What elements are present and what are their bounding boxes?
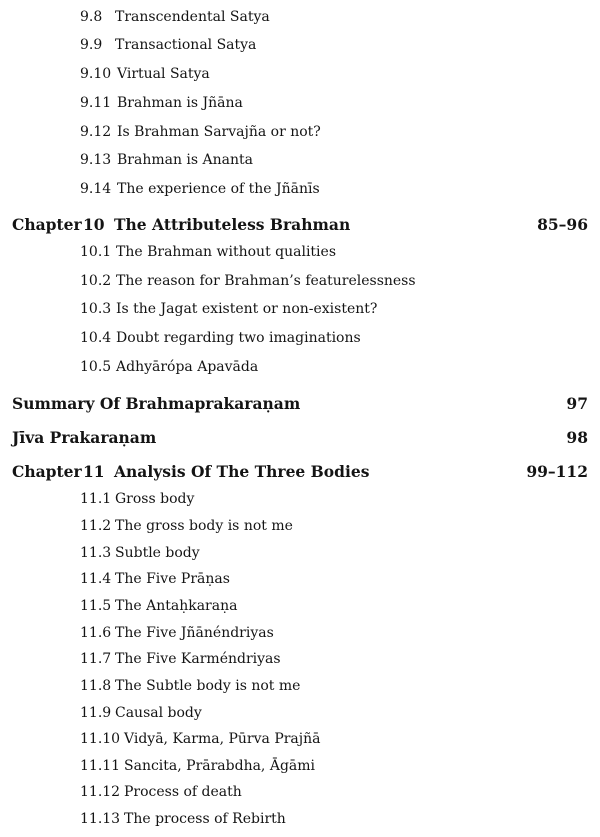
chapter-number: 10 — [83, 215, 105, 234]
chapter-11-heading — [0, 460, 600, 484]
jiva-page: 98 — [566, 428, 588, 447]
entry-number: 11.13 — [80, 811, 121, 827]
toc-entry-9-13 — [0, 148, 600, 172]
toc-entry-10-1 — [0, 240, 600, 264]
entry-title: Sancita, Prārabdha, Āgāmi — [124, 758, 316, 774]
entry-title: The reason for Brahman’s featurelessness — [116, 273, 416, 289]
toc-entry-11-10 — [0, 727, 600, 751]
jiva-heading — [0, 426, 600, 450]
entry-title: The Five Prāṇas — [115, 571, 230, 587]
toc-entry-11-12 — [0, 780, 600, 804]
chapter-label: Chapter — [12, 215, 82, 234]
entry-number: 10.4 — [80, 330, 112, 346]
entry-number: 11.6 — [80, 625, 112, 641]
summary-heading — [0, 392, 600, 416]
entry-number: 9.10 — [80, 66, 112, 82]
toc-entry-11-7 — [0, 647, 600, 671]
entry-number: 10.2 — [80, 273, 112, 289]
entry-number: 9.11 — [80, 95, 112, 111]
toc-entry-11-13 — [0, 807, 600, 831]
chapter-number: 11 — [83, 462, 105, 481]
entry-number: 10.1 — [80, 244, 112, 260]
entry-number: 10.3 — [80, 301, 112, 317]
entry-number: 9.9 — [80, 37, 103, 53]
entry-number: 11.5 — [80, 598, 112, 614]
entry-number: 9.12 — [80, 124, 112, 140]
entry-number: 9.8 — [80, 9, 103, 25]
entry-title: Vidyā, Karma, Pūrva Prajñā — [124, 731, 321, 747]
entry-number: 11.7 — [80, 651, 112, 667]
toc-entry-11-5 — [0, 594, 600, 618]
entry-title: The Subtle body is not me — [115, 678, 301, 694]
toc-entry-9-10 — [0, 62, 600, 86]
entry-title: The Five Karméndriyas — [115, 651, 281, 667]
entry-title: The experience of the Jñānīs — [117, 181, 320, 197]
entry-number: 11.10 — [80, 731, 121, 747]
entry-title: Is Brahman Sarvajña or not? — [117, 124, 321, 140]
entry-title: Subtle body — [115, 545, 200, 561]
entry-title: Transactional Satya — [115, 37, 257, 53]
toc-entry-10-5 — [0, 355, 600, 379]
jiva-title: Jīva Prakaraṇam — [12, 428, 157, 447]
entry-title: Virtual Satya — [117, 66, 210, 82]
entry-title: Brahman is Ananta — [117, 152, 254, 168]
entry-title: Doubt regarding two imaginations — [116, 330, 361, 346]
entry-number: 11.2 — [80, 518, 112, 534]
entry-number: 10.5 — [80, 359, 112, 375]
entry-number: 11.4 — [80, 571, 112, 587]
toc-entry-9-8 — [0, 5, 600, 29]
entry-number: 11.1 — [80, 491, 112, 507]
chapter-title: The Attributeless Brahman — [114, 215, 351, 234]
entry-title: The Brahman without qualities — [116, 244, 337, 260]
toc-entry-11-3 — [0, 541, 600, 565]
entry-number: 11.12 — [80, 784, 121, 800]
toc-entry-11-4 — [0, 567, 600, 591]
toc-entry-11-9 — [0, 701, 600, 725]
entry-number: 11.8 — [80, 678, 112, 694]
entry-number: 11.11 — [80, 758, 121, 774]
entry-title: Process of death — [124, 784, 242, 800]
toc-entry-11-6 — [0, 621, 600, 645]
entry-number: 9.13 — [80, 152, 112, 168]
toc-entry-10-4 — [0, 326, 600, 350]
toc-entry-9-11 — [0, 91, 600, 115]
entry-title: The process of Rebirth — [124, 811, 286, 827]
entry-title: The Antaḥkaraṇa — [115, 598, 238, 614]
entry-title: The gross body is not me — [115, 518, 293, 534]
entry-number: 11.3 — [80, 545, 112, 561]
entry-title: Transcendental Satya — [115, 9, 270, 25]
toc-entry-11-1 — [0, 487, 600, 511]
toc-entry-11-11 — [0, 754, 600, 778]
entry-title: Gross body — [115, 491, 195, 507]
summary-page: 97 — [566, 394, 588, 413]
entry-title: Adhyārópa Apavāda — [116, 359, 259, 375]
chapter-page-range: 99–112 — [526, 462, 588, 481]
toc-entry-9-12 — [0, 120, 600, 144]
toc-entry-10-2 — [0, 269, 600, 293]
summary-title: Summary Of Brahmaprakaraṇam — [12, 394, 301, 413]
chapter-title: Analysis Of The Three Bodies — [114, 462, 370, 481]
toc-entry-11-2 — [0, 514, 600, 538]
chapter-label: Chapter — [12, 462, 82, 481]
entry-title: Causal body — [115, 705, 202, 721]
toc-entry-10-3 — [0, 297, 600, 321]
entry-title: Brahman is Jñāna — [117, 95, 243, 111]
chapter-10-heading — [0, 213, 600, 237]
toc-entry-11-8 — [0, 674, 600, 698]
entry-number: 11.9 — [80, 705, 112, 721]
entry-title: The Five Jñānéndriyas — [115, 625, 274, 641]
entry-title: Is the Jagat existent or non-existent? — [116, 301, 378, 317]
toc-entry-9-9 — [0, 33, 600, 57]
toc-entry-9-14 — [0, 177, 600, 201]
chapter-page-range: 85–96 — [537, 215, 588, 234]
entry-number: 9.14 — [80, 181, 112, 197]
